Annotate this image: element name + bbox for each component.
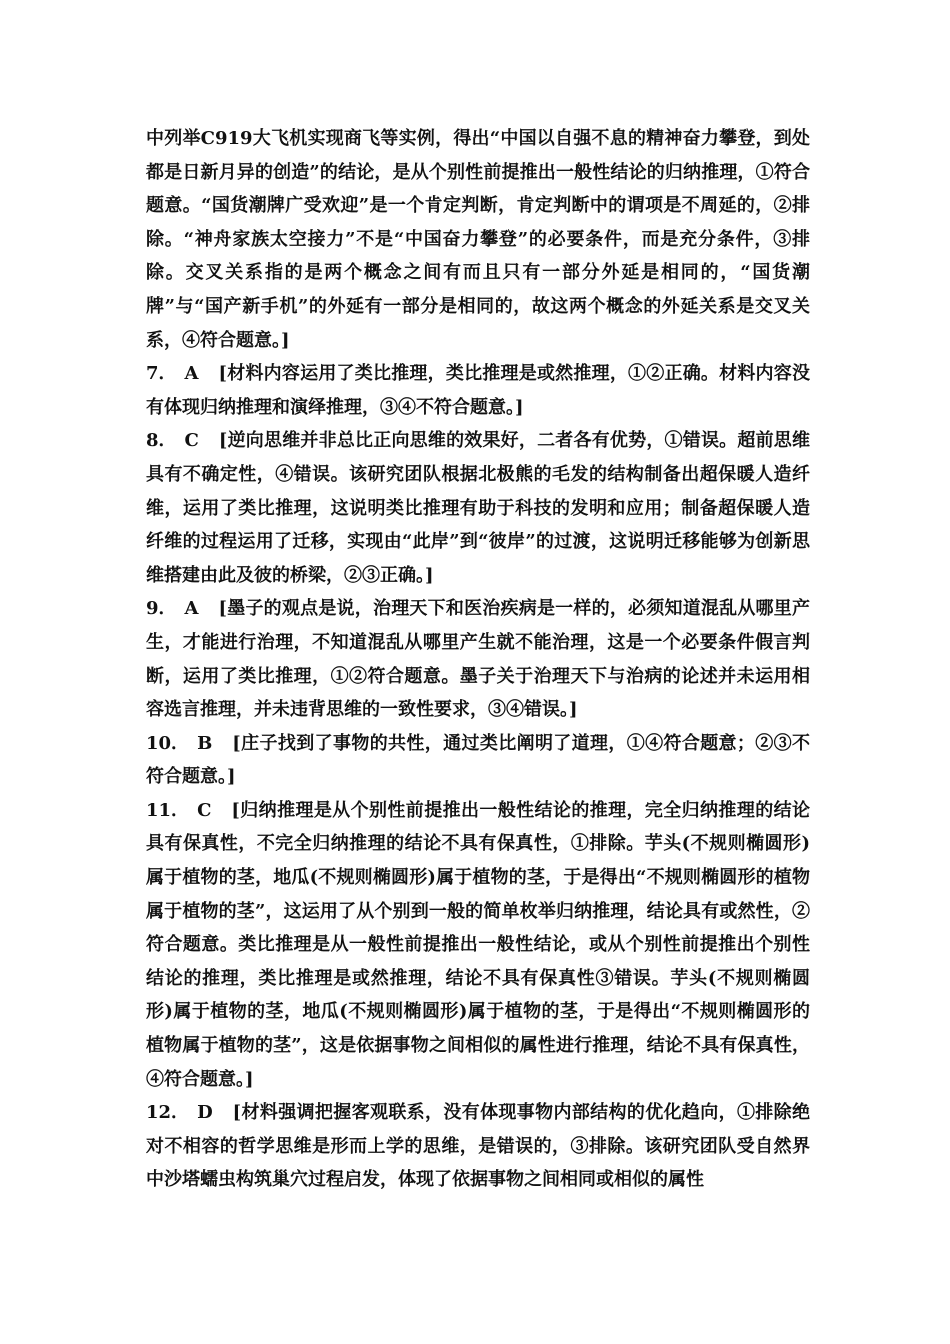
item-number-label: 8． C [146,430,199,452]
answer-letter: D [197,1102,213,1124]
answer-item-7 [146,357,810,424]
answer-item-12 [146,1096,810,1197]
item-number-label: 11． C [146,799,212,821]
answer-item-10 [146,727,810,794]
explanation-text: [庄子找到了事物的共性，通过类比阐明了道理，①④符合题意；②③不符合题意。] [146,732,810,788]
answer-letter: A [184,363,199,385]
answer-item-9 [146,592,810,726]
answer-letter: C [197,799,212,821]
item-number-label: 10． B [146,732,213,754]
item-number-label: 12． D [146,1102,213,1124]
explanation-text: [材料强调把握客观联系，没有体现事物内部结构的优化趋向，①排除绝对不相容的哲学思维是形而上学的思维，是错误的，③排除。该研究团队受自然界中沙塔蠕虫构筑巢穴过程启发，体现了依据事物之间相同或相似的属性 [146,1102,810,1191]
explanation-text: [墨子的观点是说，治理天下和医治疾病是一样的，必须知道混乱从哪里产生，才能进行治理，不知道混乱从哪里产生就不能治理，这是一个必要条件假言判断，运用了类比推理，①②符合题意。墨子关于治理天下与治病的论述并未运用相容选言推理，并未违背思维的一致性要求，③④错误。] [146,598,810,721]
answer-item-8 [146,424,810,592]
answer-letter: B [197,732,213,754]
answer-letter: C [184,430,199,452]
continuation-paragraph: 中列举C919大飞机实现商飞等实例，得出“中国以自强不息的精神奋力攀登，到处都是日新月异的创造”的结论，是从个别性前提推出一般性结论的归纳推理，①符合题意。“国货潮牌广受欢迎”是一个肯定判断，肯定判断中的谓项是不周延的，②排除。“神舟家族太空接力”不是“中国奋力攀登”的必要条件，而是充分条件，③排除。交叉关系指的是两个概念之间有而且只有一部分外延是相同的，“国货潮牌”与“国产新手机”的外延有一部分是相同的，故这两个概念的外延关系是交叉关系，④符合题意。] [146,128,810,351]
explanation-text: [归纳推理是从个别性前提推出一般性结论的推理，完全归纳推理的结论具有保真性，不完全归纳推理的结论不具有保真性，①排除。芋头(不规则椭圆形)属于植物的茎，地瓜(不规则椭圆形)属于植物的茎，于是得出“不规则椭圆形的植物属于植物的茎”，这运用了从个别到一般的简单枚举归纳推理，结论具有或然性，②符合题意。类比推理是从一般性前提推出一般性结论，或从个别性前提推出个别性结论的推理，类比推理是或然推理，结论不具有保真性③错误。芋头(不规则椭圆形)属于植物的茎，地瓜(不规则椭圆形)属于植物的茎，于是得出“不规则椭圆形的植物属于植物的茎”，这是依据事物之间相似的属性进行推理，结论不具有保真性，④符合题意。] [146,799,810,1090]
explanation-text: [逆向思维并非总比正向思维的效果好，二者各有优势，①错误。超前思维具有不确定性，④错误。该研究团队根据北极熊的毛发的结构制备出超保暖人造纤维，运用了类比推理，这说明类比推理有助于科技的发明和应用；制备超保暖人造纤维的过程运用了迁移，实现由“此岸”到“彼岸”的过渡，这说明迁移能够为创新思维搭建由此及彼的桥梁，②③正确。] [146,430,810,586]
answer-document [146,122,810,1197]
item-number-label: 7． A [146,363,199,385]
explanation-text: [材料内容运用了类比推理，类比推理是或然推理，①②正确。材料内容没有体现归纳推理和演绎推理，③④不符合题意。] [146,363,810,418]
answer-letter: A [184,598,199,620]
answer-item-11 [146,794,810,1096]
item-number-label: 9． A [146,598,199,620]
